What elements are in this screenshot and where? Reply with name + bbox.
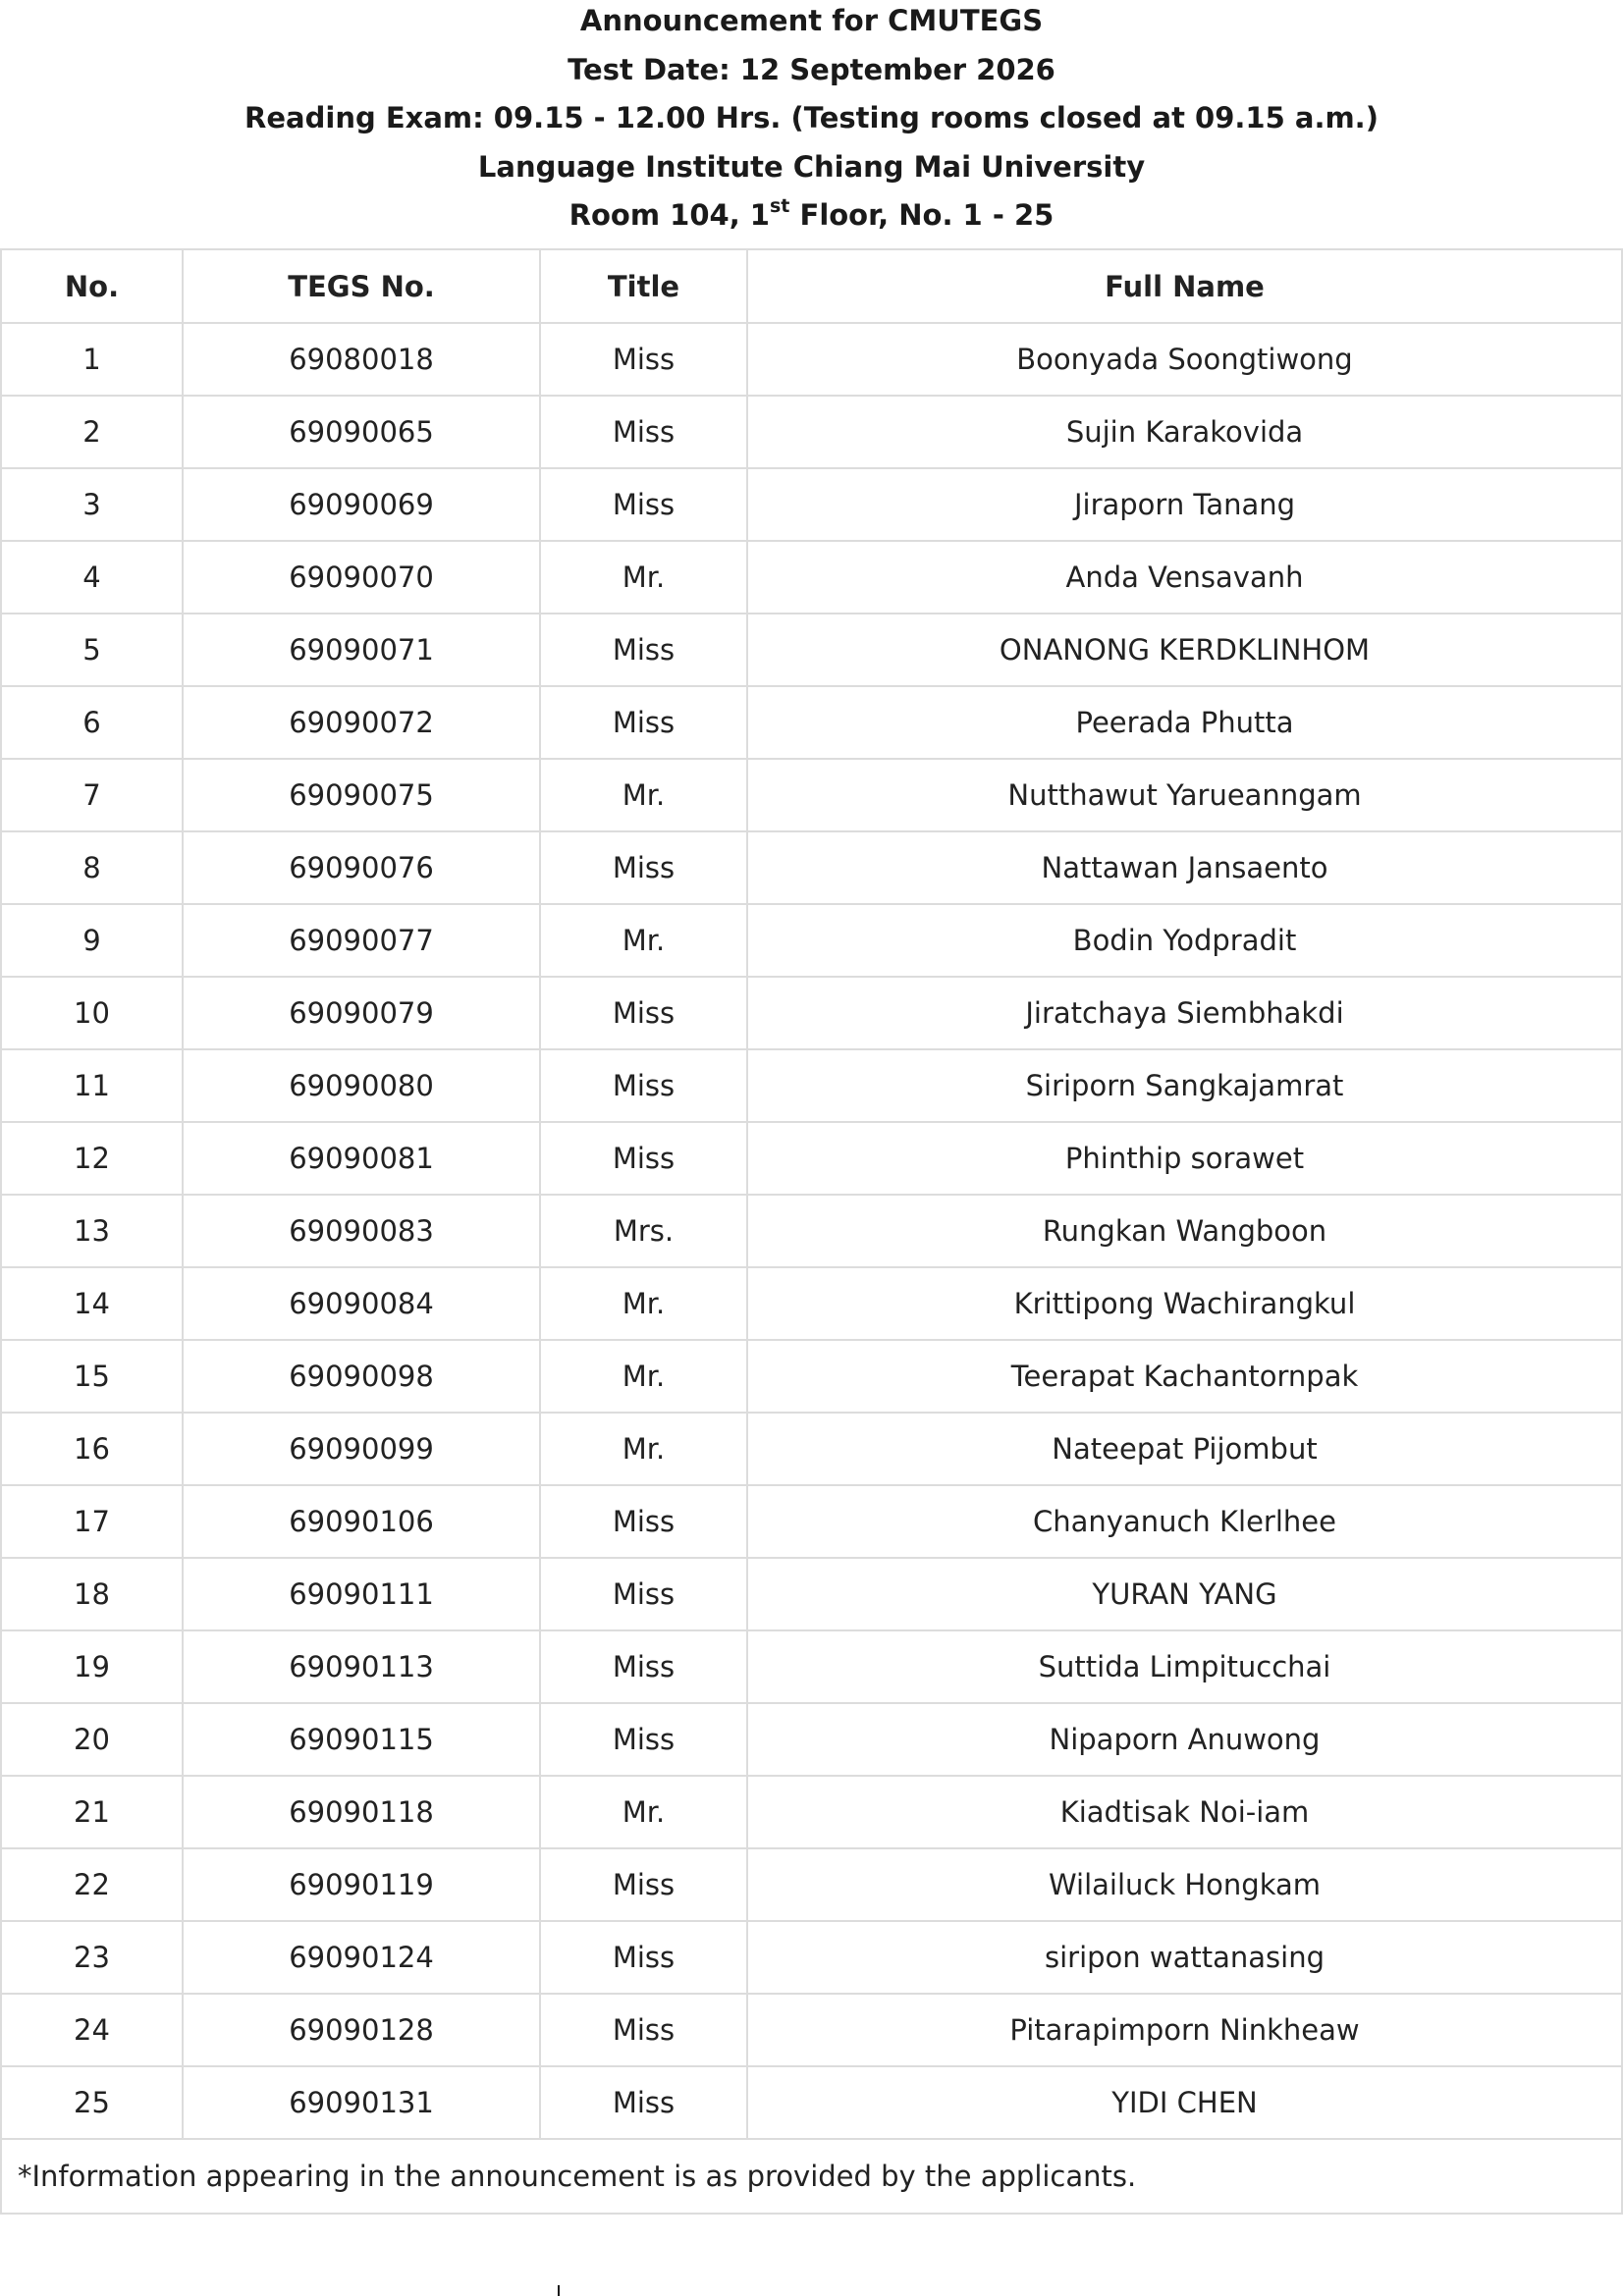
cell-no: 11 [1,1049,183,1122]
column-header-title: Title [540,249,747,323]
cell-title: Miss [540,396,747,468]
cell-tegs-no: 69090080 [183,1049,540,1122]
cell-full-name: siripon wattanasing [747,1921,1622,1994]
cell-no: 4 [1,541,183,614]
cell-full-name: Rungkan Wangboon [747,1195,1622,1267]
cell-no: 17 [1,1485,183,1558]
cell-tegs-no: 69090099 [183,1413,540,1485]
cell-title: Miss [540,686,747,759]
cell-title: Mr. [540,541,747,614]
test-date: Test Date: 12 September 2026 [568,52,1055,86]
cell-title: Miss [540,1994,747,2066]
table-row [1,1122,1622,1195]
cell-title: Miss [540,614,747,686]
cell-full-name: Siriporn Sangkajamrat [747,1049,1622,1122]
cell-title: Mr. [540,1776,747,1848]
table-row [1,686,1622,759]
table-row [1,1703,1622,1776]
cell-title: Miss [540,977,747,1049]
cell-no: 12 [1,1122,183,1195]
cell-no: 8 [1,831,183,904]
cell-no: 2 [1,396,183,468]
cell-no: 13 [1,1195,183,1267]
cell-title: Miss [540,323,747,396]
cell-full-name: ONANONG KERDKLINHOM [747,614,1622,686]
cell-full-name: Boonyada Soongtiwong [747,323,1622,396]
cell-full-name: YIDI CHEN [747,2066,1622,2139]
cell-full-name: Sujin Karakovida [747,396,1622,468]
cell-tegs-no: 69090079 [183,977,540,1049]
cell-no: 25 [1,2066,183,2139]
cell-no: 18 [1,1558,183,1630]
table-row [1,1267,1622,1340]
cell-title: Miss [540,2066,747,2139]
cell-tegs-no: 69090081 [183,1122,540,1195]
cell-title: Miss [540,831,747,904]
cell-no: 24 [1,1994,183,2066]
table-row [1,1195,1622,1267]
cell-full-name: Chanyanuch Klerlhee [747,1485,1622,1558]
table-row [1,1630,1622,1703]
cell-full-name: Jiratchaya Siembhakdi [747,977,1622,1049]
cell-title: Miss [540,1630,747,1703]
cell-title: Miss [540,1703,747,1776]
cell-full-name: Teerapat Kachantornpak [747,1340,1622,1413]
cell-tegs-no: 69090113 [183,1630,540,1703]
cell-no: 10 [1,977,183,1049]
cell-full-name: Nutthawut Yarueanngam [747,759,1622,831]
cell-title: Miss [540,1848,747,1921]
cell-full-name: Nattawan Jansaento [747,831,1622,904]
cell-title: Miss [540,1558,747,1630]
cell-no: 22 [1,1848,183,1921]
cell-full-name: Jiraporn Tanang [747,468,1622,541]
table-row [1,1921,1622,1994]
table-row [1,1848,1622,1921]
cell-no: 21 [1,1776,183,1848]
cell-title: Mr. [540,1413,747,1485]
table-row [1,759,1622,831]
cell-tegs-no: 69090119 [183,1848,540,1921]
cell-title: Mr. [540,1340,747,1413]
column-header-full-name: Full Name [747,249,1622,323]
cell-tegs-no: 69090124 [183,1921,540,1994]
cell-full-name: Nipaporn Anuwong [747,1703,1622,1776]
footnote-row [1,2139,1622,2214]
table-header-row [1,249,1622,323]
cell-title: Miss [540,1122,747,1195]
table-row [1,1413,1622,1485]
cell-full-name: Nateepat Pijombut [747,1413,1622,1485]
cell-no: 14 [1,1267,183,1340]
cell-title: Miss [540,1485,747,1558]
cell-tegs-no: 69090083 [183,1195,540,1267]
cell-title: Mrs. [540,1195,747,1267]
cell-tegs-no: 69090072 [183,686,540,759]
cell-no: 20 [1,1703,183,1776]
cell-no: 6 [1,686,183,759]
cell-full-name: Suttida Limpitucchai [747,1630,1622,1703]
cell-tegs-no: 69090076 [183,831,540,904]
cell-full-name: Wilailuck Hongkam [747,1848,1622,1921]
cell-full-name: Peerada Phutta [747,686,1622,759]
cell-tegs-no: 69090098 [183,1340,540,1413]
cell-full-name: Phinthip sorawet [747,1122,1622,1195]
table-row [1,904,1622,977]
table-row [1,468,1622,541]
cell-full-name: Pitarapimporn Ninkheaw [747,1994,1622,2066]
cell-tegs-no: 69090128 [183,1994,540,2066]
cell-no: 16 [1,1413,183,1485]
cell-no: 19 [1,1630,183,1703]
cell-title: Mr. [540,1267,747,1340]
table-row [1,1049,1622,1122]
cell-no: 1 [1,323,183,396]
cell-tegs-no: 69090069 [183,468,540,541]
cell-no: 3 [1,468,183,541]
page-edge-mark [558,2285,560,2296]
candidate-table [0,248,1623,2215]
cell-tegs-no: 69090065 [183,396,540,468]
cell-full-name: Anda Vensavanh [747,541,1622,614]
cell-tegs-no: 69090131 [183,2066,540,2139]
cell-tegs-no: 69090071 [183,614,540,686]
cell-title: Mr. [540,904,747,977]
cell-no: 23 [1,1921,183,1994]
table-row [1,1558,1622,1630]
cell-tegs-no: 69090118 [183,1776,540,1848]
table-row [1,1340,1622,1413]
room-info-pre: Room 104, 1 [568,198,770,232]
room-info-sup: st [770,195,790,218]
table-row [1,396,1622,468]
table-row [1,614,1622,686]
footnote: *Information appearing in the announcement is as provided by the applicants. [1,2139,1622,2214]
institute-name: Language Institute Chiang Mai University [477,149,1146,184]
cell-full-name: YURAN YANG [747,1558,1622,1630]
table-row [1,1485,1622,1558]
table-row [1,541,1622,614]
column-header-no: No. [1,249,183,323]
cell-tegs-no: 69090106 [183,1485,540,1558]
table-row [1,323,1622,396]
table-row [1,977,1622,1049]
cell-full-name: Krittipong Wachirangkul [747,1267,1622,1340]
cell-no: 7 [1,759,183,831]
cell-title: Miss [540,1049,747,1122]
cell-full-name: Kiadtisak Noi-iam [747,1776,1622,1848]
cell-title: Miss [540,1921,747,1994]
announcement-title: Announcement for CMUTEGS [579,4,1044,37]
cell-title: Mr. [540,759,747,831]
cell-tegs-no: 69090075 [183,759,540,831]
cell-no: 15 [1,1340,183,1413]
cell-tegs-no: 69090077 [183,904,540,977]
room-info [0,196,1623,245]
cell-title: Miss [540,468,747,541]
cell-tegs-no: 69090084 [183,1267,540,1340]
cell-no: 9 [1,904,183,977]
room-info-post: Floor, No. 1 - 25 [789,198,1055,232]
table-row [1,1776,1622,1848]
cell-no: 5 [1,614,183,686]
table-row [1,2066,1622,2139]
cell-tegs-no: 69090111 [183,1558,540,1630]
table-body [1,323,1622,2139]
cell-tegs-no: 69090070 [183,541,540,614]
column-header-tegs-no: TEGS No. [183,249,540,323]
cell-tegs-no: 69090115 [183,1703,540,1776]
announcement-header [0,0,1623,245]
cell-full-name: Bodin Yodpradit [747,904,1622,977]
table-row [1,1994,1622,2066]
cell-tegs-no: 69080018 [183,323,540,396]
reading-exam-time: Reading Exam: 09.15 - 12.00 Hrs. (Testing rooms closed at 09.15 a.m.) [244,101,1379,134]
table-row [1,831,1622,904]
